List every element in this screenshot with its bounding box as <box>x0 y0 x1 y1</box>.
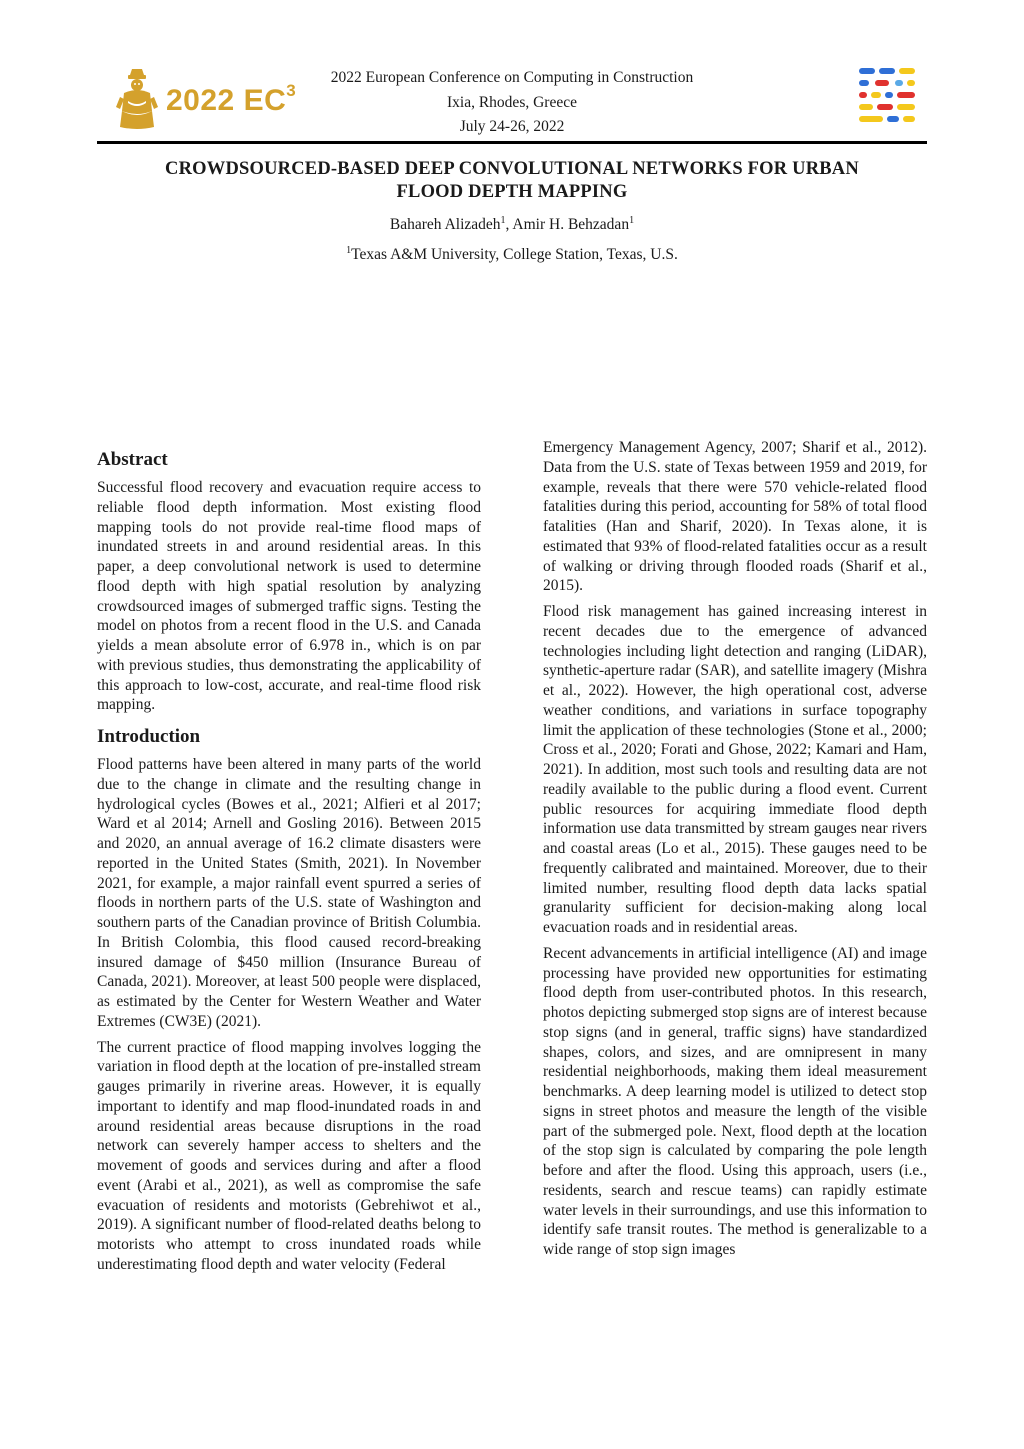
conference-logo <box>114 66 314 132</box>
conference-name: 2022 European Conference on Computing in Construction <box>330 69 694 86</box>
paper-authors: Bahareh Alizadeh$^1$, Amir H. Behzadan$^1$ <box>389 215 635 233</box>
left-column <box>97 448 481 1281</box>
intro-paragraph-3: Flood risk management has gained increasing interest in recent decades due to the emergence of advanced technologies including light detection and ranging (LiDAR), synthetic-aperture radar (SAR), and satellite imagery (Mishra et al., 2022). However, the high operational cost, adverse weather conditions, and variations in surface topography limit the application of these technologies (Stone et al., 2000; Cross et al., 2020; Forati and Ghose, 2022; Kamari and Ham, 2021). In addition, most such tools and resulting data are not readily available to the public during a flood event. Current public resources for acquiring immediate flood depth information use data transmitted by stream gauges near rivers and coastal areas (Lo et al., 2015). These gauges need to be frequently calibrated and maintained. Moreover, due to their limited number, resulting flood depth data lacks spatial granularity sufficient for decision-making along local evacuation roads and in residential areas. <box>543 603 927 936</box>
abstract-text: Successful flood recovery and evacuation require access to reliable flood depth information. Most existing flood mapping tools do not provide real-time flood maps of inundated streets in and around residential areas. In this paper, a deep convolutional network is used to determine flood depth with high spatial resolution by analyzing crowdsourced images of submerged traffic signs. Testing the model on photos from a recent flood in the U.S. and Canada yields a mean absolute error of 6.978 in., which is on par with previous studies, thus demonstrating the applicability of this approach to low-cost, accurate, and real-time flood risk mapping. <box>97 479 481 714</box>
conference-location: Ixia, Rhodes, Greece <box>447 93 577 111</box>
conference-logo-text: 2022 $EC^3$ <box>166 80 297 117</box>
conference-grid-logo-icon <box>857 68 917 124</box>
intro-paragraph-4: Recent advancements in artificial intelligence (AI) and image processing have provided new opportunities for estimating flood depth from user-contributed photos. In this research, photos depicting submerged stop signs are of interest because stop signs (and in general, traffic signs) have standardized shapes, colors, and sizes, and are omnipresent in many residential neighborhoods, making them ideal measurement benchmarks. A deep learning model is utilized to detect stop signs in street photos and measure the length of the visible part of the submerged pole. Next, flood depth at the location of the stop sign is calculated by comparing the pole length before and after the flood. Using this approach, users (i.e., residents, search and rescue teams) can rapidly estimate water levels in their surroundings, and use this information to identify safe transit routes. The method is generalizable to a wide range of stop sign images <box>543 944 927 1258</box>
conference-info <box>300 66 724 140</box>
intro-paragraph-2-continued: Emergency Management Agency, 2007; Sharif et al., 2012). Data from the U.S. state of Texas between 1959 and 2019, for example, reveals that there were 570 vehicle-related flood fatalities during this period, accounting for 58% of total flood fatalities (Han and Sharif, 2020). In Texas alone, it is estimated that 93% of flood-related fatalities occur as a result of walking or driving through flooded roads (Sharif et al., 2015). <box>543 439 927 595</box>
statue-logo-icon <box>114 67 160 131</box>
header-divider <box>97 141 927 144</box>
introduction-heading: Introduction <box>97 726 201 747</box>
abstract-heading: Abstract <box>97 449 168 470</box>
conference-dates: July 24-26, 2022 <box>459 118 565 135</box>
right-column <box>543 438 927 1266</box>
intro-paragraph-1: Flood patterns have been altered in many parts of the world due to the change in climate and the resulting change in hydrological cycles (Bowes et al., 2021; Alfieri et al 2017; Ward et al 2014; Arnell and Gosling 2016). Between 2015 and 2020, an annual average of 16.2 climate disasters were reported in the United States (Smith, 2021). In November 2021, for example, a major rainfall event spurred a series of floods in northern parts of the U.S. state of Washington and southern parts of the Canadian province of British Columbia. In British Colombia, this flood caused record-breaking insured damage of $450 million (Insurance Bureau of Canada, 2021). Moreover, at least 500 people were displaced, as estimated by the Center for Western Weather and Water Extremes (CW3E) (2021). <box>97 756 481 1030</box>
intro-paragraph-2: The current practice of flood mapping involves logging the variation in flood depth at the location of pre-installed stream gauges primarily in riverine areas. However, it is equally important to identify and map flood-inundated roads in and around residential areas because disruptions in the road network can severely hamper access to shelters and the movement of goods and services during and after a flood event (Arabi et al., 2021), as well as compromise the safe evacuation of residents and motorists (Gebrehiwot et al., 2019). A significant number of flood-related deaths belong to motorists who attempt to cross inundated roads while underestimating flood depth and water velocity (Federal <box>97 1038 481 1273</box>
paper-title: CROWDSOURCED-BASED DEEP CONVOLUTIONAL NETWORKS FOR URBAN FLOOD DEPTH MAPPING <box>165 159 859 202</box>
page-header <box>0 0 1024 145</box>
paper-affiliation: $^1$Texas A&M University, College Station, Texas, U.S. <box>346 245 678 263</box>
